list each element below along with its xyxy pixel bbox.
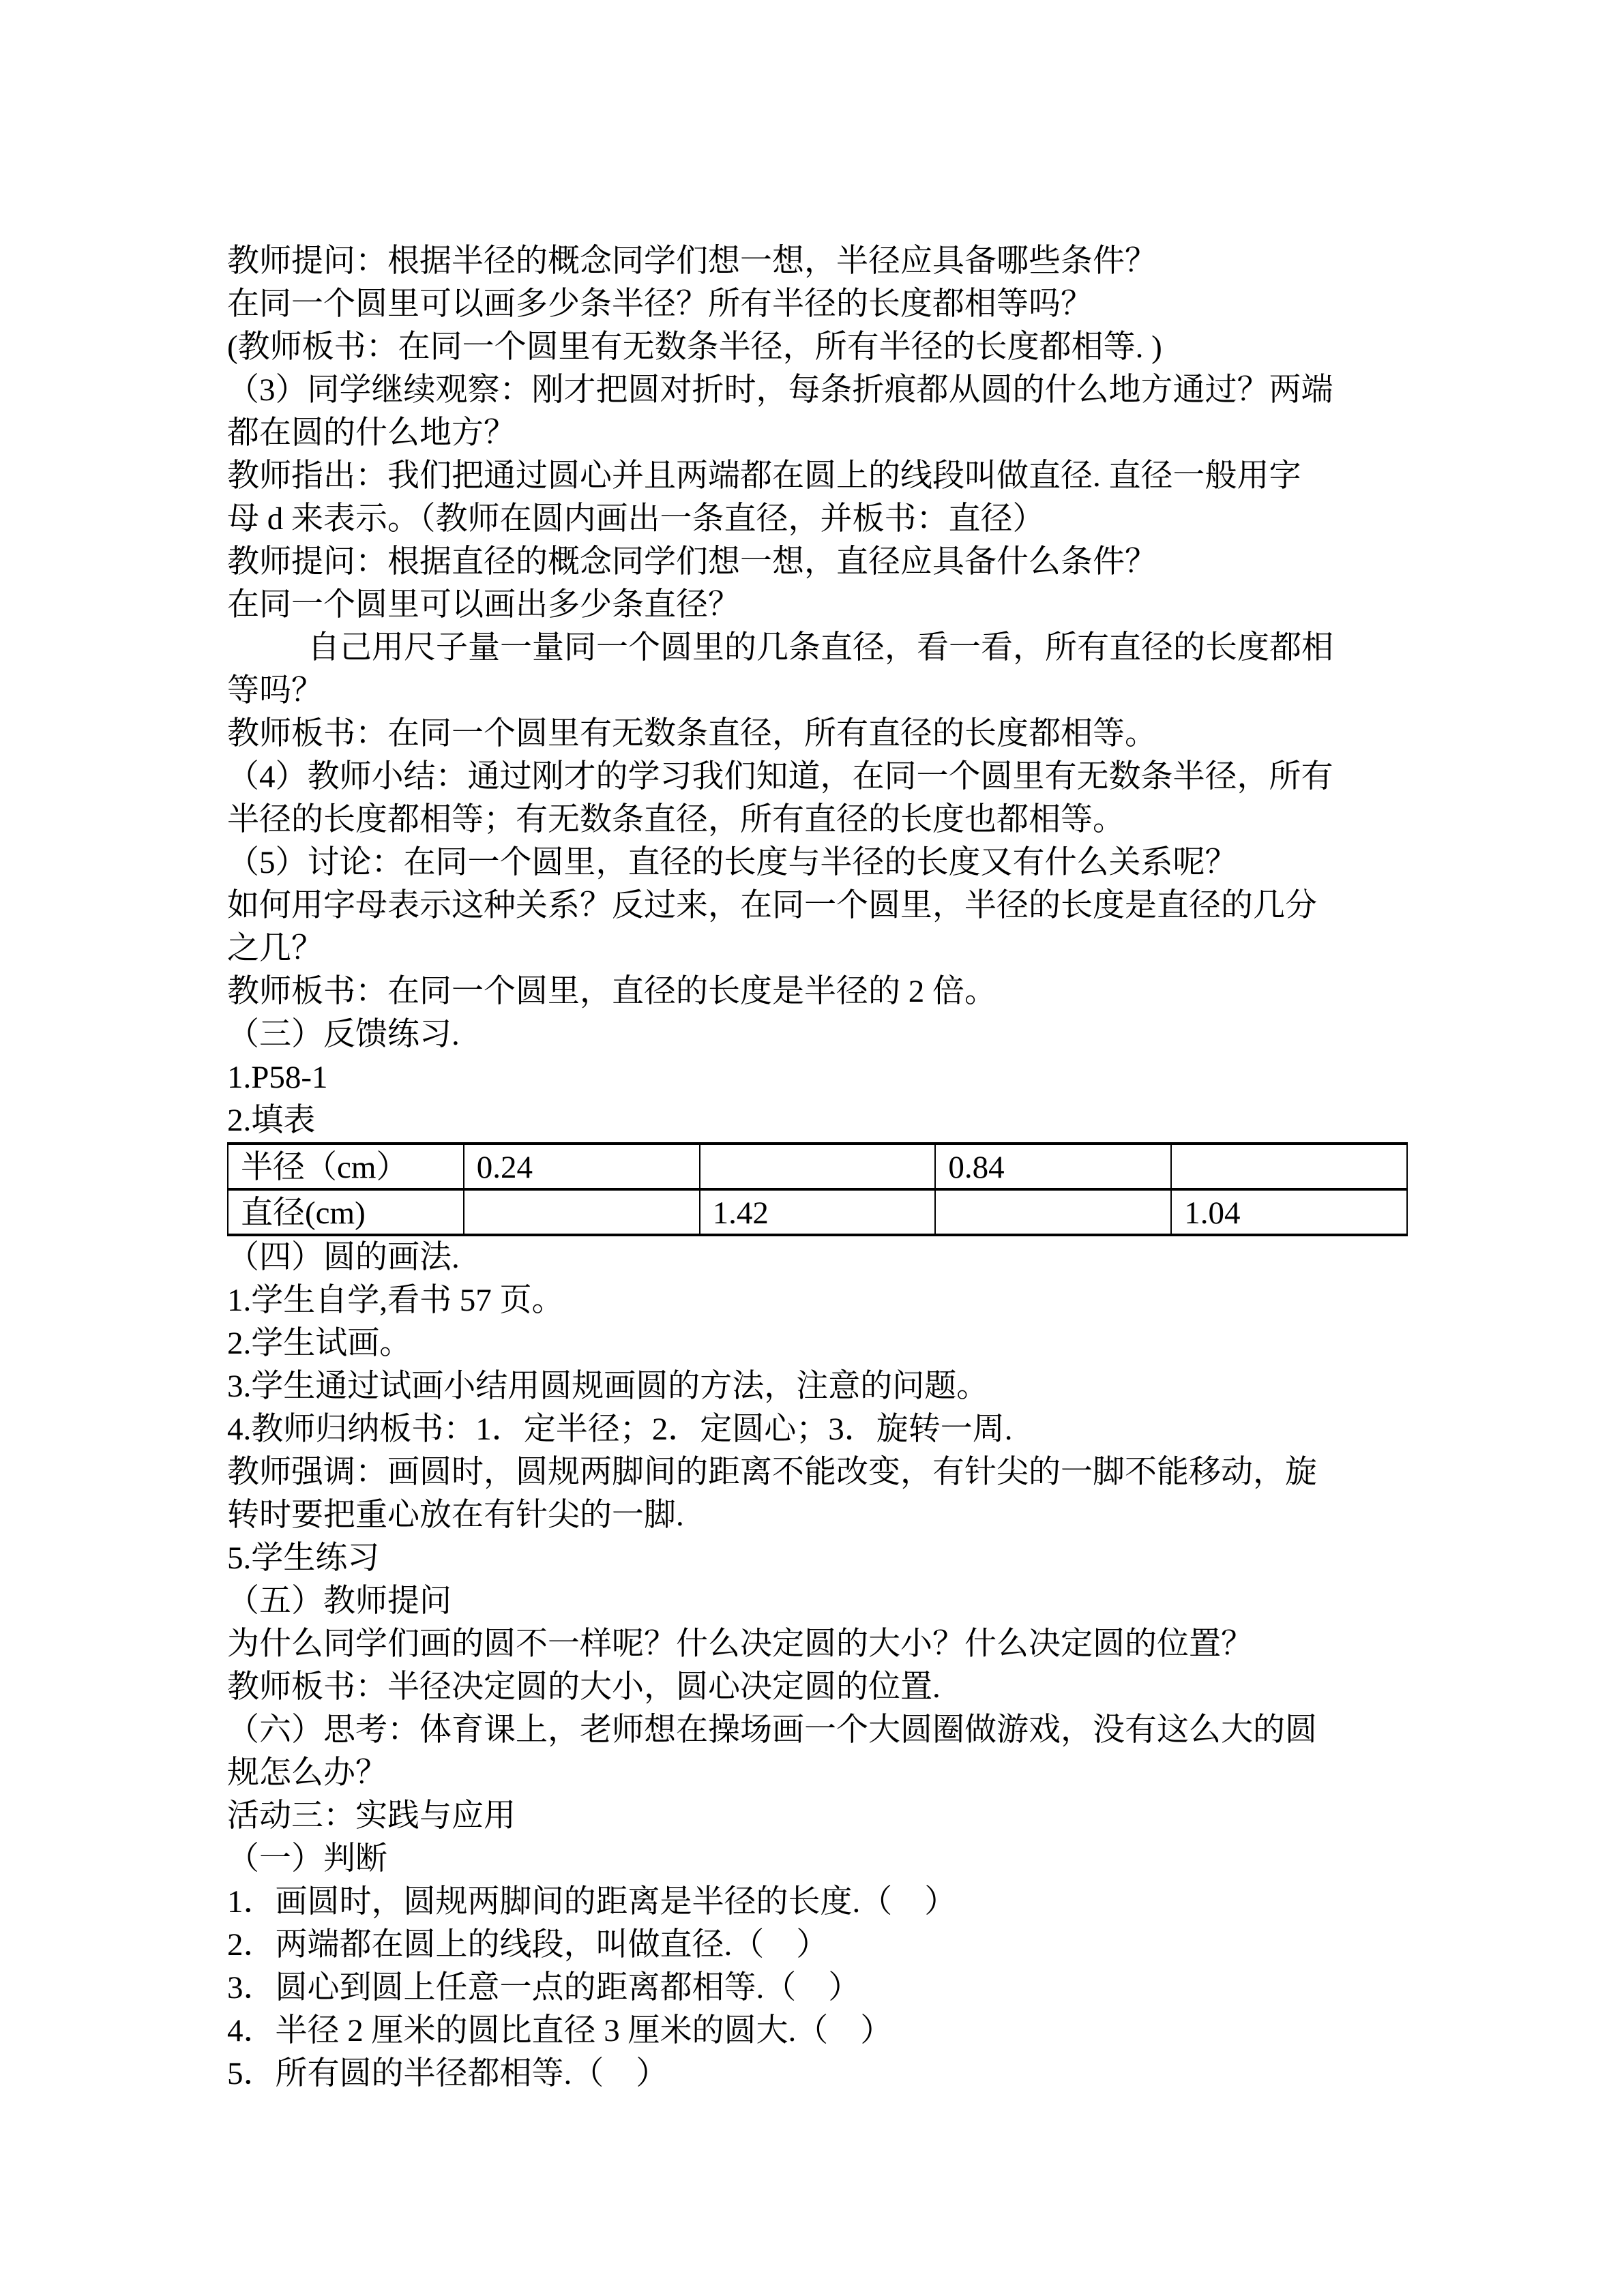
text-line: 4．半径 2 厘米的圆比直径 3 厘米的圆大.（ ） [227,2013,893,2048]
text-line: 在同一个圆里可以画出多少条直径？ [227,587,740,623]
text-line: 2．两端都在圆上的线段，叫做直径.（ ） [227,1927,829,1963]
text-line: 4.教师归纳板书：1．定半径；2．定圆心；3．旋转一周. [227,1412,1013,1447]
text-line: 规怎么办？ [227,1755,387,1791]
text-line: 如何用字母表示这种关系？反过来，在同一个圆里，半径的长度是直径的几分 [227,888,1317,923]
text-line: （五）教师提问 [227,1583,452,1619]
text-line: （5）讨论：在同一个圆里，直径的长度与半径的长度又有什么关系呢？ [227,845,1237,880]
text-line: 半径的长度都相等；有无数条直径，所有直径的长度也都相等。 [227,802,1125,837]
paragraph-block-after-table [227,1236,1398,2096]
text-line: （三）反馈练习. [227,1017,460,1052]
text-line: (教师板书：在同一个圆里有无数条半径，所有半径的长度都相等. ) [227,329,1162,365]
value-cell: 1.42 [700,1189,936,1235]
text-line: 5．所有圆的半径都相等.（ ） [227,2056,668,2091]
text-line: 等吗？ [227,673,323,709]
radius-diameter-fill-table [227,1142,1408,1236]
table-body [228,1144,1407,1235]
text-line: 3．圆心到圆上任意一点的距离都相等.（ ） [227,1970,861,2006]
text-line: 转时要把重心放在有针尖的一脚. [227,1497,684,1533]
document-body [227,240,1398,2096]
text-line: 2.填表 [227,1103,316,1138]
value-cell [935,1189,1171,1235]
text-line: 教师板书：半径决定圆的大小，圆心决定圆的位置. [227,1669,941,1705]
table-row [228,1189,1407,1235]
text-line: 自己用尺子量一量同一个圆里的几条直径，看一看，所有直径的长度都相 [308,630,1333,666]
text-line: （四）圆的画法. [227,1240,460,1275]
text-line: （4）教师小结：通过刚才的学习我们知道，在同一个圆里有无数条半径，所有 [227,759,1333,794]
row-header-cell: 半径（cm） [228,1144,464,1189]
text-line: 教师提问：根据半径的概念同学们想一想，半径应具备哪些条件？ [227,243,1157,279]
value-cell [700,1144,936,1189]
text-line: 母 d 来表示。（教师在圆内画出一条直径，并板书：直径） [227,501,1045,537]
text-line: 5.学生练习 [227,1540,380,1576]
value-cell [1171,1144,1407,1189]
text-line: 教师板书：在同一个圆里有无数条直径，所有直径的长度都相等。 [227,716,1157,751]
text-line: 教师板书：在同一个圆里，直径的长度是半径的 2 倍。 [227,974,996,1009]
value-cell: 0.24 [464,1144,700,1189]
text-line: （3）同学继续观察：刚才把圆对折时，每条折痕都从圆的什么地方通过？两端 [227,372,1333,408]
text-line: 都在圆的什么地方？ [227,415,516,451]
text-line: 教师提问：根据直径的概念同学们想一想，直径应具备什么条件？ [227,544,1157,580]
text-line: （六）思考：体育课上，老师想在操场画一个大圆圈做游戏，没有这么大的圆 [227,1712,1317,1748]
text-line: 之几？ [227,931,323,966]
row-header-cell: 直径(cm) [228,1189,464,1235]
text-line: 为什么同学们画的圆不一样呢？什么决定圆的大小？什么决定圆的位置？ [227,1626,1253,1662]
value-cell [464,1189,700,1235]
text-line: 1.P58-1 [227,1060,328,1095]
text-line: （一）判断 [227,1841,387,1877]
text-line: 1.学生自学,看书 57 页。 [227,1283,564,1318]
text-line: 2.学生试画。 [227,1326,412,1361]
text-line: 在同一个圆里可以画多少条半径？所有半径的长度都相等吗？ [227,286,1093,322]
value-cell: 0.84 [935,1144,1171,1189]
text-line: 教师强调：画圆时，圆规两脚间的距离不能改变，有针尖的一脚不能移动，旋 [227,1455,1317,1490]
text-line: 3.学生通过试画小结用圆规画圆的方法，注意的问题。 [227,1369,989,1404]
paragraph-block-before-table [227,240,1398,1142]
table-row [228,1144,1407,1189]
text-line: 活动三：实践与应用 [227,1798,516,1834]
text-line: 1．画圆时，圆规两脚间的距离是半径的长度.（ ） [227,1884,957,1920]
value-cell: 1.04 [1171,1189,1407,1235]
text-line: 教师指出：我们把通过圆心并且两端都在圆上的线段叫做直径. 直径一般用字 [227,458,1301,494]
